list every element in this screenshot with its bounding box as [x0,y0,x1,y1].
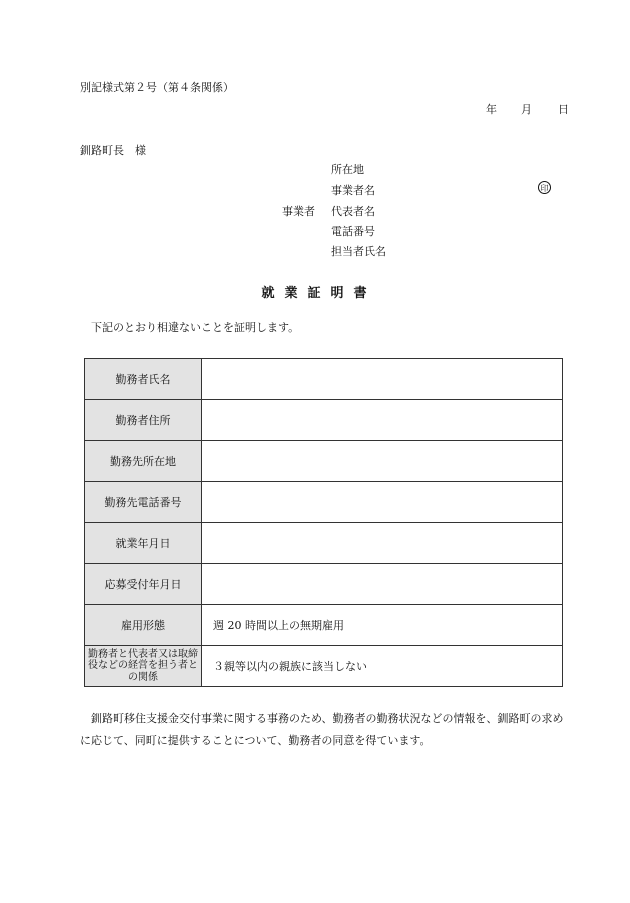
form-number: 別記様式第２号（第４条関係） [80,81,234,94]
row-value: 週 20 時間以上の無期雇用 [202,605,563,646]
row-label: 就業年月日 [85,523,202,564]
row-label: 応募受付年月日 [85,564,202,605]
table-row [85,482,563,523]
business-name-label: 事業者名 [331,184,375,197]
row-value[interactable] [202,400,563,441]
table-row [85,605,563,646]
row-label: 勤務者と代表者又は取締役などの経営を担う者との関係 [85,646,202,687]
certificate-table [84,358,563,687]
document-title: 就業証明書 [261,286,377,301]
row-label: 勤務者氏名 [85,359,202,400]
business-address-label: 所在地 [331,163,364,176]
date-month-label: 月 [521,103,532,116]
row-value[interactable] [202,564,563,605]
row-label: 勤務先所在地 [85,441,202,482]
table-row [85,564,563,605]
business-role-label: 事業者 [282,205,315,218]
row-label: 勤務先電話番号 [85,482,202,523]
row-label: 雇用形態 [85,605,202,646]
table-row [85,359,563,400]
business-representative-label: 代表者名 [331,205,375,218]
table-row [85,441,563,482]
intro-text: 下記のとおり相違ないことを証明します。 [91,321,300,334]
row-value[interactable] [202,523,563,564]
table-row [85,646,563,687]
seal-mark: 印 [538,181,551,194]
date-year-label: 年 [486,103,497,116]
row-value[interactable] [202,482,563,523]
row-value[interactable] [202,359,563,400]
table-row [85,523,563,564]
date-day-label: 日 [558,103,569,116]
consent-statement: 釧路町移住支援金交付事業に関する事務のため、勤務者の勤務状況などの情報を、釧路町の求めに応じて、同町に提供することについて、勤務者の同意を得ています。 [80,712,564,747]
business-phone-label: 電話番号 [331,225,375,238]
table-row [85,400,563,441]
addressee: 釧路町長 様 [80,144,146,157]
row-label: 勤務者住所 [85,400,202,441]
row-value: ３親等以内の親族に該当しない [202,646,563,687]
row-value[interactable] [202,441,563,482]
business-contact-label: 担当者氏名 [331,245,386,258]
